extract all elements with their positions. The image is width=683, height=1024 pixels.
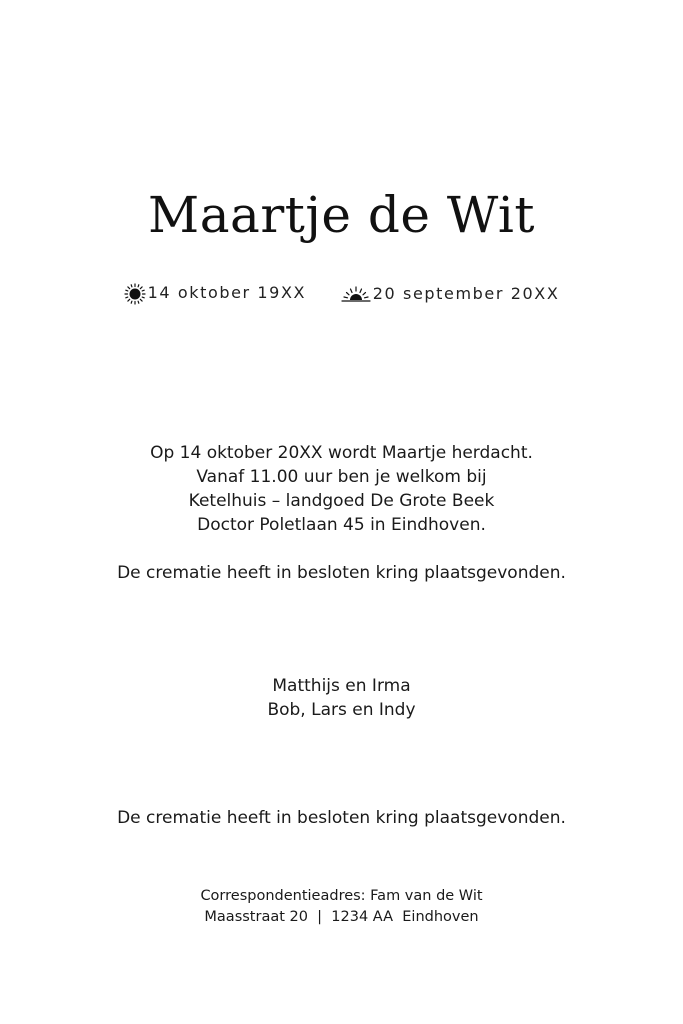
death-date-text: 20 september 20XX (372, 283, 560, 303)
closing-note-text: De crematie heeft in besloten kring plaatsgevonden. (117, 808, 566, 828)
announcement-line: Ketelhuis – landgoed De Grote Beek (188, 491, 495, 511)
address-line-1: Correspondentieadres: Fam van de Wit (200, 888, 483, 904)
sunset-icon (341, 285, 371, 303)
closing-note (0, 806, 683, 830)
memorial-announcement (0, 441, 683, 585)
family-line: Matthijs en Irma (272, 676, 411, 696)
family-names (0, 674, 683, 722)
sun-icon (124, 283, 146, 305)
birth-date (124, 282, 307, 305)
birth-date-text: 14 oktober 19XX (147, 283, 307, 303)
cremation-note: De crematie heeft in besloten kring plaatsgevonden. (117, 563, 566, 583)
death-date (341, 283, 560, 305)
dates-row (0, 282, 683, 305)
address-line-2: Maasstraat 20 | 1234 AA Eindhoven (204, 909, 479, 925)
deceased-name: Maartje de Wit (148, 186, 535, 244)
announcement-line: Doctor Poletlaan 45 in Eindhoven. (197, 515, 486, 535)
announcement-line: Op 14 oktober 20XX wordt Maartje herdacht. (150, 443, 533, 463)
announcement-line: Vanaf 11.00 uur ben je welkom bij (196, 467, 487, 487)
correspondence-address (0, 886, 683, 928)
family-line: Bob, Lars en Indy (267, 700, 416, 720)
